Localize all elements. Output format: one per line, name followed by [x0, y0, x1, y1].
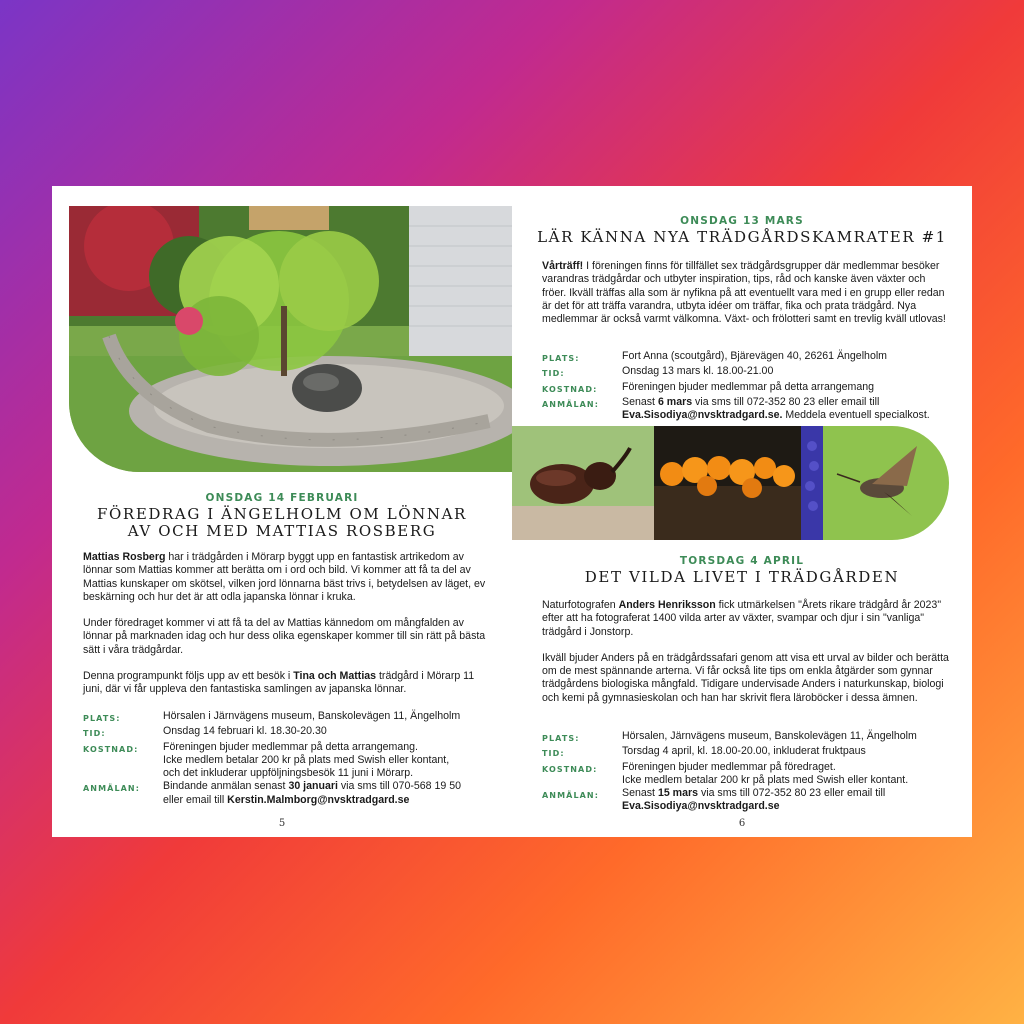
info-key: TID:	[542, 749, 565, 759]
info-row-tid	[542, 745, 952, 760]
info-value: Onsdag 13 mars kl. 18.00-21.00	[622, 365, 774, 378]
paragraph: Mattias Rosberg har i trädgården i Mörarp byggt upp en fantastisk artrikedom av lönnar som Mattias kommer att berätta om i ord och bild. Vi kommer att få ta del av Mattias kunskaper om skötsel, vilken jord lönnarna bäst trivs i, betydelsen av läget, ev beskärning och hur det är att odla japanska lönnar i kruka.	[83, 551, 486, 603]
event-description	[542, 260, 952, 339]
event-description	[83, 551, 493, 710]
info-value: Föreningen bjuder medlemmar på föredraget. Icke medlem betalar 200 kr på plats med Swish eller kontant.	[622, 760, 909, 786]
page-number: 5	[278, 818, 286, 829]
email-link[interactable]: Eva.Sisodiya@nvsktradgard.se.	[622, 409, 783, 422]
info-row-anmalan	[542, 787, 952, 814]
event-description	[542, 599, 952, 718]
event-info-table	[542, 730, 952, 814]
event-title-line1: FÖREDRAG I ÄNGELHOLM OM LÖNNAR	[97, 505, 467, 523]
email-link[interactable]: Eva.Sisodiya@nvsktradgard.se	[622, 800, 780, 813]
event-title: LÄR KÄNNA NYA TRÄDGÅRDSKAMRATER #1	[537, 228, 947, 246]
info-row-anmalan	[83, 780, 493, 807]
info-key: TID:	[542, 369, 565, 379]
info-value: Senast 15 mars via sms till 072-352 80 23 eller email till Eva.Sisodiya@nvsktradgard.se	[622, 787, 886, 813]
fungus-photo	[654, 426, 801, 540]
info-value: Onsdag 14 februari kl. 18.30-20.30	[163, 725, 327, 738]
info-row-plats	[542, 350, 952, 365]
paragraph: Vårträff! I föreningen finns för tillfället sex trädgårdsgrupper där medlemmar besöker varandras trädgårdar och utbyter inspiration, tips, råd och kanske även växter och fröer. Ikväll träffas alla som är nyfikna på att eventuellt vara med i en grupp eller redan är det för att träffa varandra, utbyta idéer om träffar, fika och prata trädgård. Nya medlemmar är också varmt välkomna. Växt- och frölotteri samt en trevlig kväll utlovas!	[542, 260, 946, 326]
info-row-anmalan	[542, 396, 952, 423]
info-key: KOSTNAD:	[542, 764, 598, 774]
info-row-kostnad	[542, 381, 952, 396]
info-key: PLATS:	[83, 714, 121, 723]
info-row-plats	[83, 710, 493, 725]
paragraph: Naturfotografen Anders Henriksson fick utmärkelsen "Årets rikare trädgård år 2023" efter att ha fotograferat 1400 vilda arter av växter, svampar och djur i sin "vanliga" trädgård i Jonstorp.	[542, 599, 942, 638]
info-key: PLATS:	[542, 354, 580, 363]
event-info-table	[83, 710, 493, 807]
info-row-kostnad	[542, 761, 952, 788]
wildlife-photos	[512, 426, 949, 540]
info-value: Torsdag 4 april, kl. 18.00-20.00, inkluderat fruktpaus	[622, 745, 866, 758]
info-key: TID:	[83, 729, 106, 739]
event-title-line2: AV OCH MED MATTIAS ROSBERG	[127, 522, 437, 540]
event-title	[52, 506, 512, 540]
info-key: KOSTNAD:	[542, 384, 598, 394]
beetle-photo	[512, 426, 654, 540]
event-date: ONSDAG 14 FEBRUARI	[205, 492, 359, 504]
info-value: Hörsalen i Järnvägens museum, Banskolevägen 11, Ängelholm	[163, 710, 461, 722]
event-date: TORSDAG 4 APRIL	[679, 555, 805, 567]
info-key: KOSTNAD:	[83, 744, 139, 754]
paragraph: Under föredraget kommer vi att få ta del av Mattias kännedom om mångfalden av lönnar på marknaden idag och hur dess olika egenskaper kommer till sin rätt på bästa sätt i våra trädgårdar.	[83, 617, 486, 656]
page-left	[52, 186, 512, 837]
info-value: Föreningen bjuder medlemmar på detta arrangemang	[622, 380, 875, 393]
page-right	[512, 186, 972, 837]
paragraph: Ikväll bjuder Anders på en trädgårdssafari genom att visa ett urval av bilder och berätta om de mest spännande arterna. Vi får också lite tips om enkla åtgärder som gynnar trädgårdens biologiska mångfald. Tidigare undervisade Anders i naturkunskap, biologi och kemi på gymnasieskolan och han har skrivit flera läroböcker i dessa ämnen.	[542, 651, 949, 704]
page-number: 6	[738, 818, 746, 829]
info-value: Bindande anmälan senast 30 januari via sms till 070-568 19 50 eller email till Kerstin.Malmborg@nvsktradgard.se	[163, 780, 461, 806]
info-row-tid	[83, 725, 493, 740]
info-value: Fort Anna (scoutgård), Bjärevägen 40, 26261 Ängelholm	[622, 350, 888, 362]
event-info-table	[542, 350, 952, 422]
info-value: Hörsalen, Järnvägens museum, Banskolevägen 11, Ängelholm	[622, 730, 917, 742]
garden-photo	[69, 206, 512, 472]
brochure-spread	[52, 186, 972, 837]
moth-photo	[801, 426, 949, 540]
info-key: ANMÄLAN:	[542, 791, 600, 801]
info-row-tid	[542, 365, 952, 380]
event-date: ONSDAG 13 MARS	[680, 215, 804, 227]
info-key: ANMÄLAN:	[542, 399, 600, 409]
info-row-kostnad	[83, 741, 493, 781]
info-row-plats	[542, 730, 952, 745]
event-title: DET VILDA LIVET I TRÄDGÅRDEN	[584, 568, 900, 586]
info-value: Föreningen bjuder medlemmar på detta arrangemang. Icke medlem betalar 200 kr på plats med Swish eller kontant, och det inkluderar uppföljningsbesök 11 juni i Mörarp.	[163, 740, 450, 780]
paragraph: Denna programpunkt följs upp av ett besök i Tina och Mattias trädgård i Mörarp 11 juni, där vi får uppleva den fantastiska samlingen av japanska lönnar.	[83, 670, 475, 696]
email-link[interactable]: Kerstin.Malmborg@nvsktradgard.se	[227, 793, 410, 806]
info-key: ANMÄLAN:	[83, 784, 141, 794]
info-value: Senast 6 mars via sms till 072-352 80 23 eller email till Eva.Sisodiya@nvsktradgard.se. Meddela eventuell specialkost.	[622, 395, 930, 422]
info-key: PLATS:	[542, 734, 580, 743]
